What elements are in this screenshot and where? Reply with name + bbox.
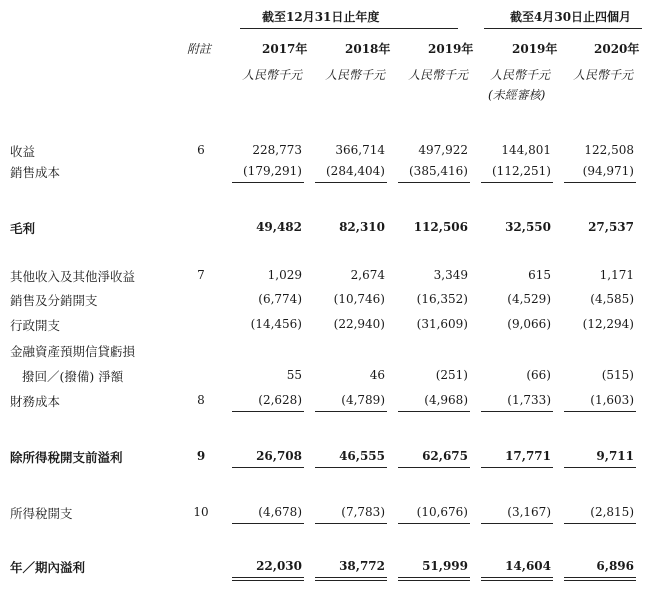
- row-label-cost-of-sales: 銷售成本: [10, 165, 61, 180]
- cell: 46,555: [339, 449, 385, 463]
- cell: 14,604: [505, 559, 551, 573]
- cell: (7,783): [341, 505, 385, 519]
- cell: 228,773: [252, 143, 302, 157]
- cell: (3,167): [507, 505, 551, 519]
- cell: (1,603): [590, 393, 634, 407]
- cell: (2,628): [258, 393, 302, 407]
- subtotal-rule: [232, 467, 304, 468]
- cell: (9,066): [507, 317, 551, 331]
- header-underline-period: [484, 28, 642, 29]
- cell: (179,291): [243, 164, 302, 178]
- header-period-group: 截至4月30日止四個月: [510, 10, 632, 24]
- cell: 32,550: [505, 220, 551, 234]
- total-double-rule: [398, 577, 470, 581]
- row-label-ecl-net: 撥回／(撥備) 淨額: [22, 369, 124, 384]
- row-label-ecl: 金融資產預期信貸虧損: [10, 344, 136, 359]
- total-double-rule: [315, 577, 387, 581]
- cell: 2,674: [350, 268, 385, 282]
- unaudited-label: (未經審核): [488, 88, 546, 102]
- cell: (22,940): [333, 317, 385, 331]
- cell: (4,789): [341, 393, 385, 407]
- row-label-admin-expenses: 行政開支: [10, 318, 61, 333]
- note-column-header: 附註: [187, 42, 212, 56]
- cell: 366,714: [335, 143, 385, 157]
- cell: (2,815): [590, 505, 634, 519]
- cell: (10,676): [416, 505, 468, 519]
- cell: (4,678): [258, 505, 302, 519]
- subtotal-rule: [481, 182, 553, 183]
- cell: 46: [369, 368, 385, 382]
- cell: 27,537: [588, 220, 634, 234]
- row-label-profit-for-period: 年／期內溢利: [10, 560, 86, 575]
- cell: (251): [435, 368, 468, 382]
- row-label-income-tax: 所得稅開支: [10, 506, 73, 521]
- cell: 51,999: [422, 559, 468, 573]
- subtotal-rule: [398, 182, 470, 183]
- subtotal-rule: [481, 467, 553, 468]
- unit-label-5: 人民幣千元: [573, 68, 634, 82]
- subtotal-rule: [564, 182, 636, 183]
- subtotal-rule: [398, 523, 470, 524]
- cell: (10,746): [333, 292, 385, 306]
- row-label-gross-profit: 毛利: [10, 221, 36, 236]
- unit-label-3: 人民幣千元: [408, 68, 469, 82]
- cell: 122,508: [584, 143, 634, 157]
- cell: (515): [601, 368, 634, 382]
- cell: 22,030: [256, 559, 302, 573]
- cell: (14,456): [250, 317, 302, 331]
- cell: 82,310: [339, 220, 385, 234]
- subtotal-rule: [232, 411, 304, 412]
- unit-label-4: 人民幣千元: [490, 68, 551, 82]
- subtotal-rule: [315, 411, 387, 412]
- unit-label-1: 人民幣千元: [242, 68, 303, 82]
- row-label-other-income: 其他收入及其他淨收益: [10, 269, 136, 284]
- subtotal-rule: [398, 467, 470, 468]
- cell: (4,585): [590, 292, 634, 306]
- row-note-profit-before-tax: 9: [196, 449, 206, 463]
- cell: 62,675: [422, 449, 468, 463]
- cell: (4,529): [507, 292, 551, 306]
- cell: 144,801: [501, 143, 551, 157]
- subtotal-rule: [564, 467, 636, 468]
- cell: (385,416): [409, 164, 468, 178]
- cell: (16,352): [416, 292, 468, 306]
- subtotal-rule: [232, 523, 304, 524]
- subtotal-rule: [564, 411, 636, 412]
- row-label-finance-costs: 財務成本: [10, 394, 61, 409]
- row-note-other-income: 7: [197, 268, 205, 282]
- row-note-income-tax: 10: [193, 505, 209, 519]
- row-label-revenue: 收益: [10, 144, 36, 159]
- row-note-revenue: 6: [197, 143, 205, 157]
- cell: (94,971): [582, 164, 634, 178]
- cell: 9,711: [596, 449, 634, 463]
- year-header-2019: 2019年: [428, 42, 474, 56]
- cell: 17,771: [505, 449, 551, 463]
- header-underline-year: [240, 28, 458, 29]
- row-label-profit-before-tax: 除所得稅開支前溢利: [10, 450, 123, 465]
- subtotal-rule: [315, 182, 387, 183]
- year-header-2019-period: 2019年: [512, 42, 558, 56]
- year-header-2018: 2018年: [345, 42, 391, 56]
- cell: 1,171: [599, 268, 634, 282]
- subtotal-rule: [564, 523, 636, 524]
- header-year-group: 截至12月31日止年度: [262, 10, 380, 24]
- cell: 49,482: [256, 220, 302, 234]
- subtotal-rule: [232, 182, 304, 183]
- year-header-2020-period: 2020年: [594, 42, 640, 56]
- cell: (6,774): [258, 292, 302, 306]
- cell: (112,251): [492, 164, 551, 178]
- subtotal-rule: [481, 411, 553, 412]
- subtotal-rule: [481, 523, 553, 524]
- subtotal-rule: [315, 467, 387, 468]
- total-double-rule: [232, 577, 304, 581]
- cell: (4,968): [424, 393, 468, 407]
- year-header-2017: 2017年: [262, 42, 308, 56]
- cell: 112,506: [413, 220, 468, 234]
- cell: (66): [526, 368, 551, 382]
- cell: (1,733): [507, 393, 551, 407]
- unit-label-2: 人民幣千元: [325, 68, 386, 82]
- total-double-rule: [564, 577, 636, 581]
- cell: 497,922: [418, 143, 468, 157]
- subtotal-rule: [315, 523, 387, 524]
- total-double-rule: [481, 577, 553, 581]
- cell: 1,029: [267, 268, 302, 282]
- cell: (284,404): [326, 164, 385, 178]
- row-label-distribution-expenses: 銷售及分銷開支: [10, 293, 98, 308]
- cell: 55: [286, 368, 302, 382]
- row-note-finance-costs: 8: [197, 393, 205, 407]
- cell: 6,896: [596, 559, 634, 573]
- subtotal-rule: [398, 411, 470, 412]
- cell: (12,294): [582, 317, 634, 331]
- cell: 26,708: [256, 449, 302, 463]
- cell: 38,772: [339, 559, 385, 573]
- cell: 615: [528, 268, 551, 282]
- cell: (31,609): [416, 317, 468, 331]
- cell: 3,349: [433, 268, 468, 282]
